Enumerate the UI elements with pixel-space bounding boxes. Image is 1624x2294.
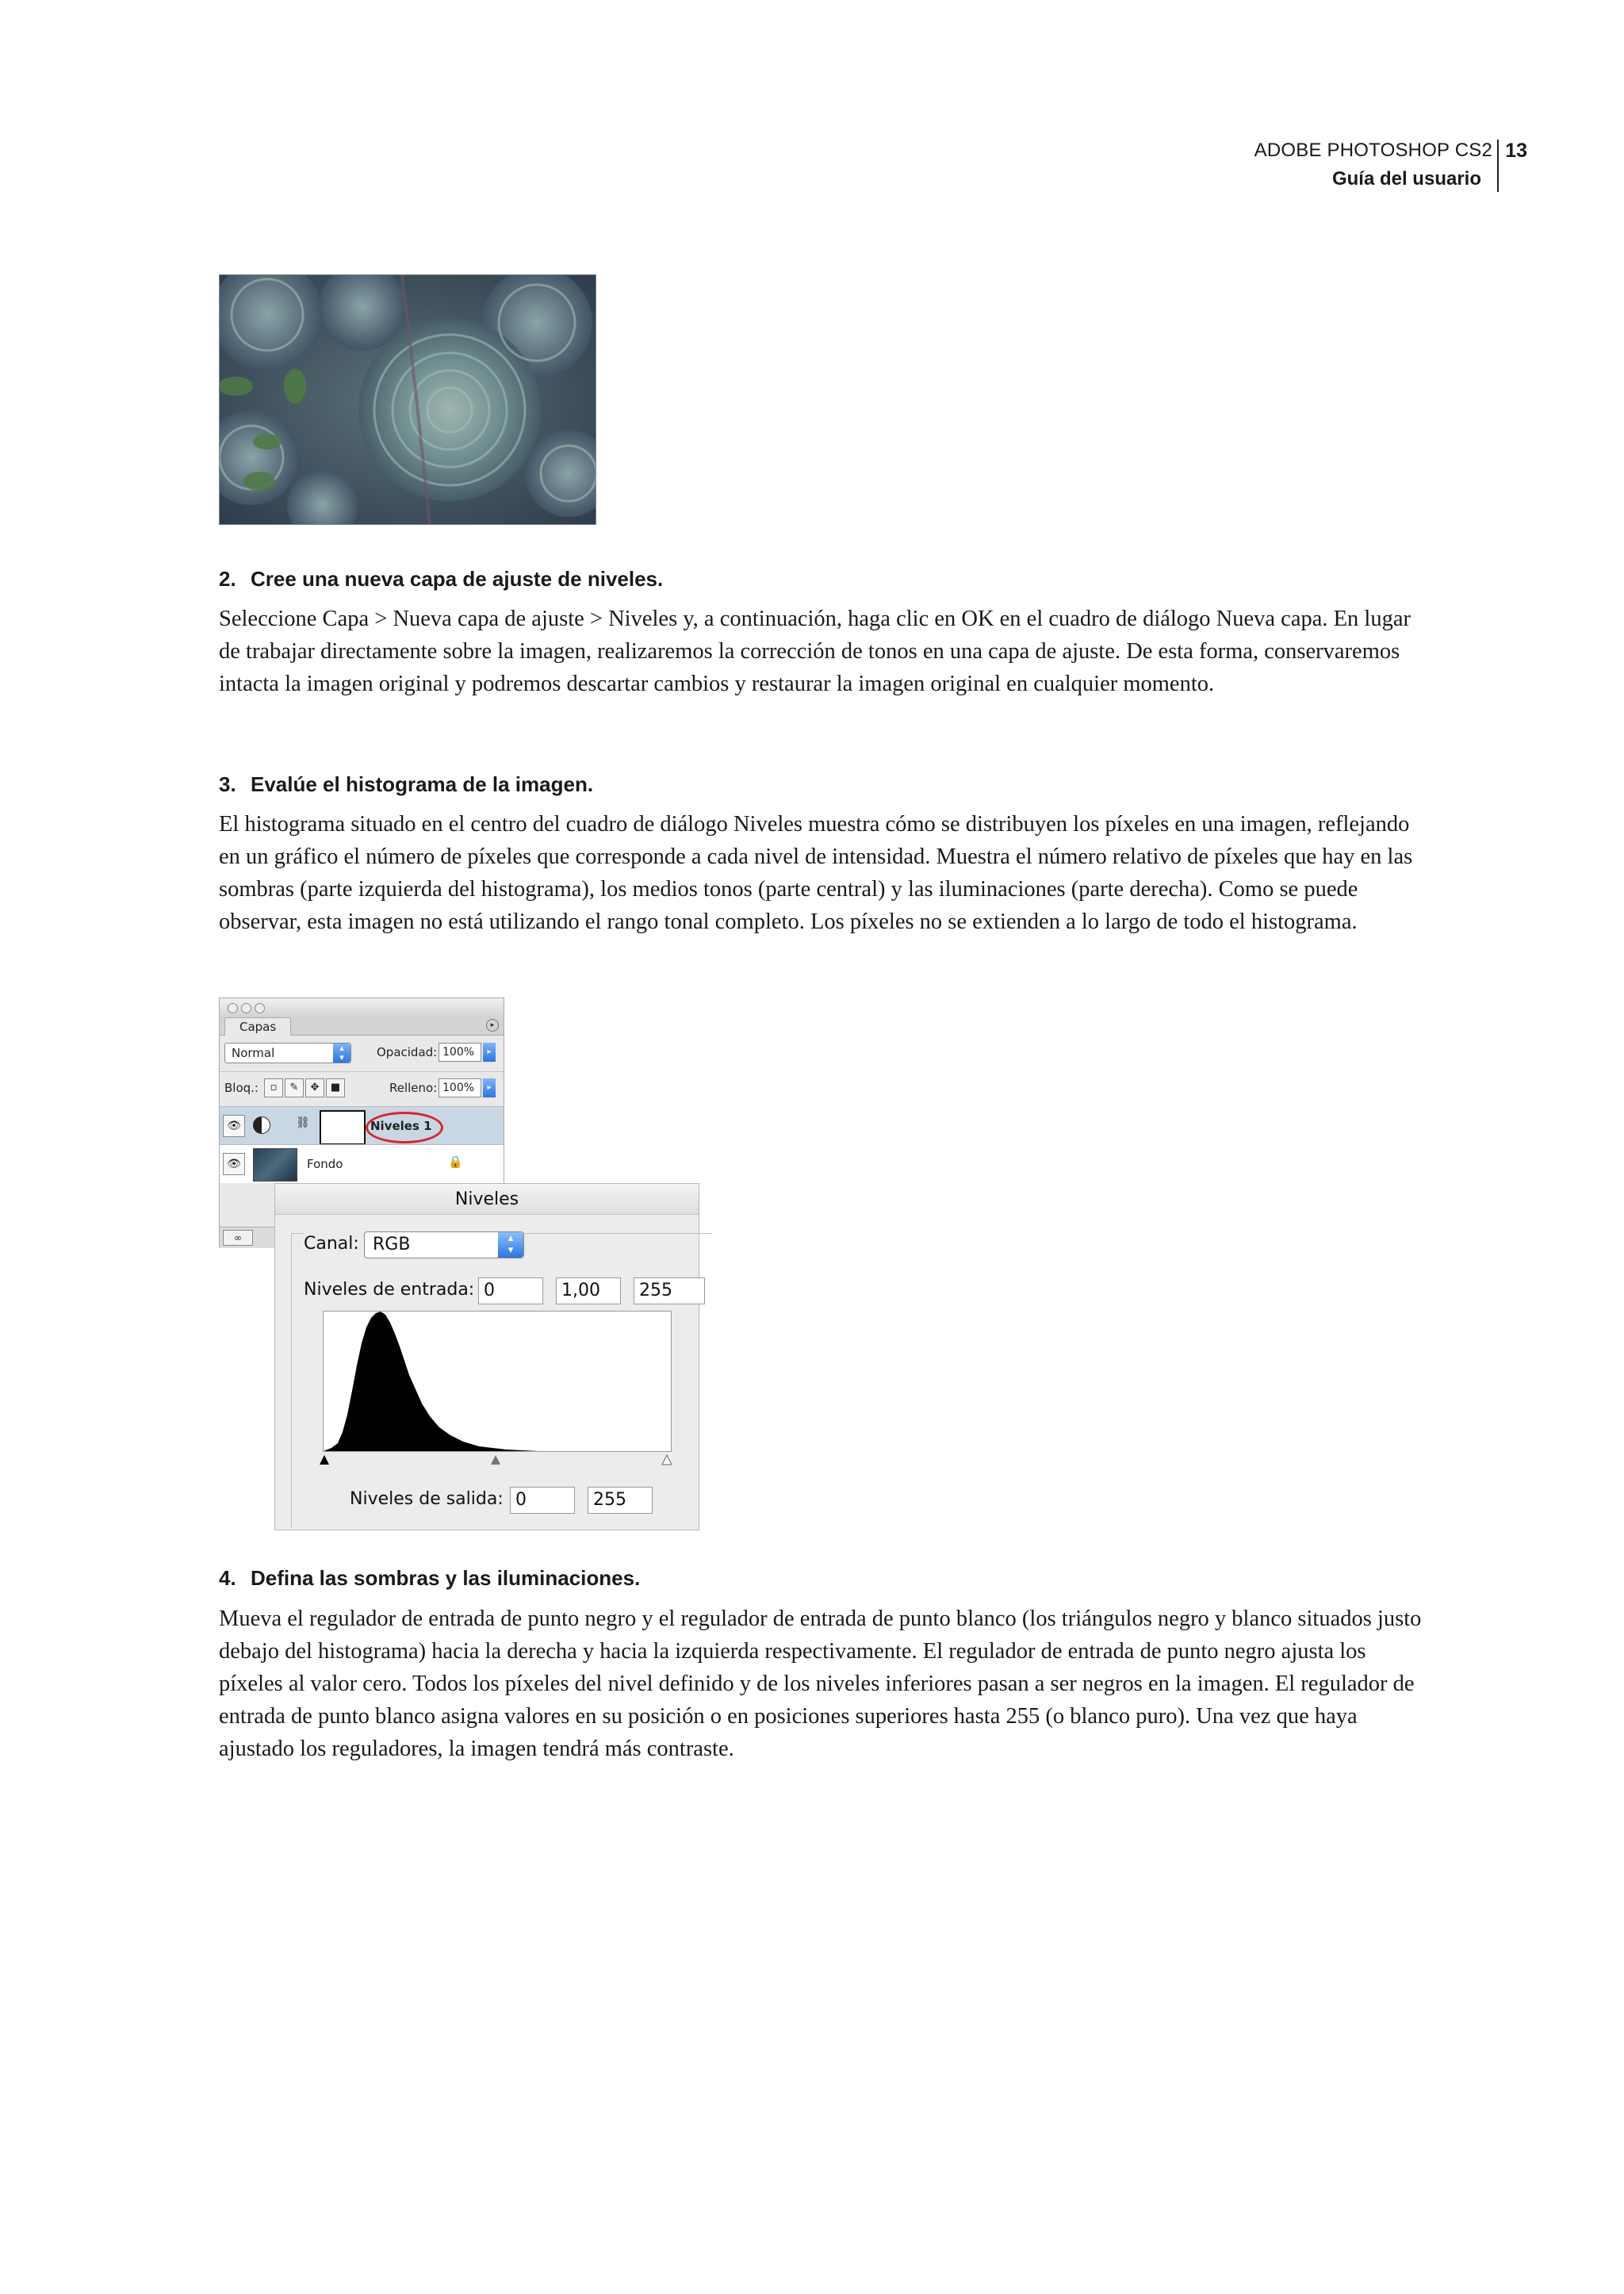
header-product: ADOBE PHOTOSHOP CS2 (1254, 140, 1492, 161)
link-chain-icon: ⛓ (296, 1116, 310, 1129)
channel-label: Canal: (304, 1231, 364, 1257)
step-2-number: 2. (219, 567, 236, 591)
running-header (1254, 136, 1527, 193)
fill-label: Relleno: (389, 1081, 438, 1095)
panel-menu-icon[interactable]: ▸ (486, 1019, 499, 1032)
step-4-title: Defina las sombras y las iluminaciones. (251, 1566, 641, 1590)
input-white-field[interactable]: 255 (634, 1277, 705, 1304)
step-2-text: Seleccione Capa > Nueva capa de ajuste > Niveles y, a continuación, haga clic en OK en el cuadro de diálogo Nueva capa. En lugar de trabajar directamente sobre la imagen, realizaremos la corrección de tonos en una capa de ajuste. De esta forma, conservaremos intacta la imagen original y podremos descartar cambios y restaurar la imagen original en cualquier momento. (219, 607, 1411, 696)
layer-row-niveles[interactable] (220, 1106, 504, 1145)
minimize-window-icon[interactable] (241, 1003, 251, 1013)
histogram (323, 1311, 672, 1452)
blend-mode-select[interactable] (224, 1043, 351, 1063)
blend-row (220, 1036, 504, 1068)
layer-row-fondo[interactable] (220, 1144, 504, 1183)
step-3-text: El histograma situado en el centro del cuadro de diálogo Niveles muestra cómo se distribuyen los píxeles en una imagen, reflejando en un gráfico el número de píxeles que corresponde a cada nivel de intensidad. Muestra el número relativo de píxeles que hay en las sombras (parte izquierda del histograma), los medios tonos (parte central) y las iluminaciones (parte derecha). Como se puede observar, esta imagen no está utilizando el rango tonal completo. Los píxeles no se extienden a lo largo de todo el histograma. (219, 812, 1413, 934)
succulent-photo (219, 274, 596, 525)
step-3-heading (219, 771, 593, 798)
lock-row (220, 1071, 504, 1104)
lock-icon: 🔒 (448, 1155, 463, 1169)
opacity-input[interactable]: 100% (439, 1043, 481, 1062)
window-controls (228, 1002, 268, 1017)
opacity-label: Opacidad: (377, 1045, 438, 1059)
photoshop-screenshot (219, 998, 698, 1529)
opacity-arrow-icon[interactable]: ▸ (483, 1043, 496, 1062)
step-2-title: Cree una nueva capa de ajuste de niveles. (251, 567, 664, 591)
lock-transparency-icon[interactable]: ▫ (264, 1078, 283, 1097)
black-point-slider[interactable] (320, 1455, 329, 1465)
lock-all-icon[interactable]: ■ (326, 1078, 345, 1097)
histogram-graph (324, 1312, 671, 1451)
input-levels-label: Niveles de entrada: (304, 1280, 475, 1300)
lock-icons (264, 1078, 347, 1097)
step-4-text: Mueva el regulador de entrada de punto negro y el regulador de entrada de punto blanco (los triángulos negro y blanco situados justo debajo del histograma) hacia la derecha y hacia la izquierda respectivamente. El regulador de entrada de punto negro ajusta los píxeles al valor cero. Todos los píxeles del nivel definido y de los niveles inferiores pasan a ser negros en la imagen. El regulador de entrada de punto blanco asigna valores en su posición o en posiciones superiores hasta 255 (o blanco puro). Una vez que haya ajustado los reguladores, la imagen tendrá más contraste. (219, 1607, 1422, 1761)
tab-capas[interactable]: Capas (224, 1017, 291, 1036)
output-levels-label: Niveles de salida: (350, 1489, 504, 1509)
layer-mask-thumbnail (320, 1110, 366, 1145)
close-window-icon[interactable] (228, 1003, 238, 1013)
layers-tab-row (220, 1016, 504, 1036)
adjustment-layer-icon (253, 1116, 270, 1134)
input-black-field[interactable]: 0 (478, 1277, 543, 1304)
eye-icon[interactable]: 👁 (223, 1153, 245, 1175)
layers-titlebar (220, 998, 504, 1016)
page-number: 13 (1505, 140, 1527, 162)
output-white-field[interactable]: 255 (588, 1487, 653, 1514)
levels-dialog-title: Niveles (275, 1184, 699, 1215)
output-black-field[interactable]: 0 (510, 1487, 575, 1514)
white-point-slider[interactable] (662, 1455, 672, 1465)
lock-move-icon[interactable]: ✥ (305, 1078, 324, 1097)
fill-arrow-icon[interactable]: ▸ (483, 1078, 496, 1097)
step-2-heading (219, 565, 663, 592)
blend-mode-value: Normal (232, 1046, 275, 1060)
gamma-slider[interactable] (491, 1455, 500, 1465)
select-arrows-icon: ▴ ▾ (498, 1232, 523, 1258)
zoom-window-icon[interactable] (255, 1003, 265, 1013)
lock-label: Bloq.: (224, 1081, 259, 1095)
levels-dialog (274, 1183, 699, 1530)
layer-name-niveles: Niveles 1 (370, 1119, 432, 1133)
succulent-illustration (220, 275, 596, 524)
eye-icon[interactable]: 👁 (223, 1115, 245, 1137)
fill-input[interactable]: 100% (439, 1078, 481, 1097)
layer-thumbnail (253, 1148, 297, 1181)
layer-name-fondo: Fondo (307, 1157, 343, 1171)
channel-select[interactable] (364, 1231, 524, 1258)
input-sliders (320, 1452, 673, 1468)
lock-paint-icon[interactable]: ✎ (285, 1078, 304, 1097)
step-4-number: 4. (219, 1566, 236, 1590)
step-4-heading (219, 1564, 640, 1591)
select-arrows-icon: ▴ ▾ (333, 1044, 350, 1063)
step-3-title: Evalúe el histograma de la imagen. (251, 772, 594, 796)
input-gamma-field[interactable]: 1,00 (556, 1277, 621, 1304)
link-layers-icon[interactable]: ∞ (223, 1230, 253, 1246)
channel-value: RGB (373, 1235, 411, 1254)
step-3-number: 3. (219, 772, 236, 796)
header-guide: Guía del usuario (1331, 168, 1481, 190)
